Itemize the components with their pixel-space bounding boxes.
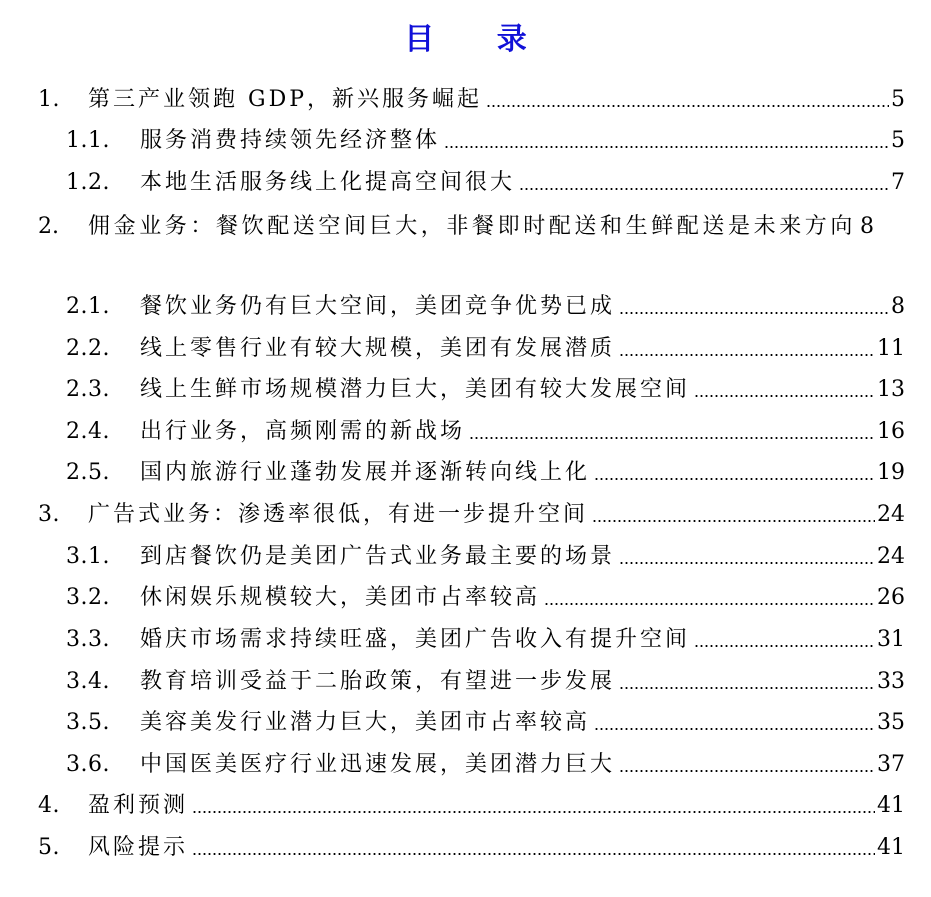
toc-dot-leader bbox=[486, 103, 889, 109]
toc-entry-number: 2.1. bbox=[66, 294, 110, 319]
toc-dot-leader bbox=[619, 685, 875, 691]
toc-entry-label: 中国医美医疗行业迅速发展，美团潜力巨大 bbox=[140, 752, 616, 777]
toc-dot-leader bbox=[544, 601, 875, 607]
toc-entry-page: 41 bbox=[877, 835, 905, 860]
toc-entry-number: 3.5. bbox=[66, 710, 110, 735]
toc-entry-number: 5. bbox=[38, 835, 60, 860]
toc-entry-number: 4. bbox=[38, 793, 60, 818]
toc-entry-number: 3.2. bbox=[66, 585, 110, 610]
toc-dot-leader bbox=[619, 768, 875, 774]
toc-entry[interactable] bbox=[66, 748, 905, 782]
toc-entry-label: 线上生鲜市场规模潜力巨大，美团有较大发展空间 bbox=[140, 377, 691, 402]
toc-entry[interactable] bbox=[66, 706, 905, 740]
toc-entry-label: 风险提示 bbox=[88, 835, 189, 860]
toc-entry-page: 26 bbox=[877, 585, 905, 610]
toc-title: 目 录 bbox=[404, 22, 553, 57]
toc-entry-label: 第三产业领跑 GDP，新兴服务崛起 bbox=[88, 87, 483, 112]
toc-entry[interactable] bbox=[66, 623, 905, 657]
toc-entry-number: 2.5. bbox=[66, 460, 110, 485]
toc-entry[interactable] bbox=[38, 789, 905, 823]
toc-entry-page: 33 bbox=[877, 669, 905, 694]
toc-entry-label: 出行业务，高频刚需的新战场 bbox=[140, 419, 466, 444]
toc-entry-number: 3.3. bbox=[66, 627, 110, 652]
toc-entry-page: 13 bbox=[877, 377, 905, 402]
toc-entry-label: 佣金业务：餐饮配送空间巨大，非餐即时配送和生鲜配送是未来方向 bbox=[88, 214, 857, 239]
toc-entry-page: 31 bbox=[877, 627, 905, 652]
toc-entry-number: 3. bbox=[38, 502, 60, 527]
toc-dot-leader bbox=[694, 393, 875, 399]
toc-entry[interactable] bbox=[66, 124, 905, 158]
toc-dot-leader bbox=[594, 726, 875, 732]
toc-entry-label: 餐饮业务仍有巨大空间，美团竞争优势已成 bbox=[140, 294, 616, 319]
toc-entry[interactable] bbox=[66, 456, 905, 490]
toc-entry-number: 2.3. bbox=[66, 377, 110, 402]
toc-entry-page: 11 bbox=[877, 336, 905, 361]
toc-entry[interactable] bbox=[66, 332, 905, 366]
toc-entry-page: 37 bbox=[877, 752, 905, 777]
toc-dot-leader bbox=[192, 851, 875, 857]
toc-dot-leader bbox=[619, 310, 889, 316]
toc-dot-leader bbox=[444, 144, 889, 150]
toc-entry-page: 8 bbox=[891, 294, 905, 319]
toc-dot-leader bbox=[619, 560, 875, 566]
toc-entry-page: 35 bbox=[877, 710, 905, 735]
toc-entry-number: 3.1. bbox=[66, 544, 110, 569]
toc-entry[interactable] bbox=[66, 166, 905, 200]
toc-entry-label: 盈利预测 bbox=[88, 793, 189, 818]
toc-entry[interactable] bbox=[66, 290, 905, 324]
toc-entry-page: 5 bbox=[891, 87, 905, 112]
toc-entry-label: 服务消费持续领先经济整体 bbox=[140, 128, 441, 153]
toc-entry-label: 美容美发行业潜力巨大，美团市占率较高 bbox=[140, 710, 591, 735]
toc-entry-label: 到店餐饮仍是美团广告式业务最主要的场景 bbox=[140, 544, 616, 569]
toc-entry-label: 线上零售行业有较大规模，美团有发展潜质 bbox=[140, 336, 616, 361]
toc-entry[interactable] bbox=[38, 831, 905, 865]
toc-entry-number: 1. bbox=[38, 87, 60, 112]
toc-entry-page: 41 bbox=[877, 793, 905, 818]
toc-entry-page: 7 bbox=[891, 170, 905, 195]
toc-entry-page: 24 bbox=[877, 544, 905, 569]
toc-entry-number: 3.4. bbox=[66, 669, 110, 694]
toc-entry-label: 广告式业务：渗透率很低，有进一步提升空间 bbox=[88, 502, 589, 527]
toc-dot-leader bbox=[594, 476, 875, 482]
toc-dot-leader bbox=[192, 809, 875, 815]
toc-entry-page: 24 bbox=[877, 502, 905, 527]
toc-entry-number: 2.4. bbox=[66, 419, 110, 444]
toc-entry-number: 2.2. bbox=[66, 336, 110, 361]
toc-dot-leader bbox=[469, 435, 875, 441]
toc-entry[interactable] bbox=[66, 665, 905, 699]
toc-entry[interactable] bbox=[66, 581, 905, 615]
toc-entry[interactable] bbox=[66, 373, 905, 407]
toc-entry[interactable] bbox=[66, 540, 905, 574]
toc-entry-page: 8 bbox=[860, 214, 875, 239]
toc-entry-label: 休闲娱乐规模较大，美团市占率较高 bbox=[140, 585, 541, 610]
toc-entry[interactable] bbox=[38, 498, 905, 532]
toc-entry-label: 婚庆市场需求持续旺盛，美团广告收入有提升空间 bbox=[140, 627, 691, 652]
toc-dot-leader bbox=[694, 643, 875, 649]
toc-entry-label: 本地生活服务线上化提高空间很大 bbox=[140, 170, 516, 195]
toc-entry-label: 教育培训受益于二胎政策，有望进一步发展 bbox=[140, 669, 616, 694]
toc-entry-page: 19 bbox=[877, 460, 905, 485]
toc-entry[interactable] bbox=[38, 207, 905, 287]
toc-dot-leader bbox=[619, 352, 875, 358]
toc-entry-label: 国内旅游行业蓬勃发展并逐渐转向线上化 bbox=[140, 460, 591, 485]
toc-entry-page: 5 bbox=[891, 128, 905, 153]
toc-entry-page: 16 bbox=[877, 419, 905, 444]
toc-entry-number: 2. bbox=[38, 214, 59, 239]
toc-dot-leader bbox=[592, 518, 875, 524]
toc-entry-number: 1.1. bbox=[66, 128, 110, 153]
toc-entry-number: 1.2. bbox=[66, 170, 110, 195]
toc-entry[interactable] bbox=[38, 83, 905, 117]
toc-dot-leader bbox=[519, 186, 889, 192]
toc-entry-number: 3.6. bbox=[66, 752, 110, 777]
toc-entry[interactable] bbox=[66, 415, 905, 449]
